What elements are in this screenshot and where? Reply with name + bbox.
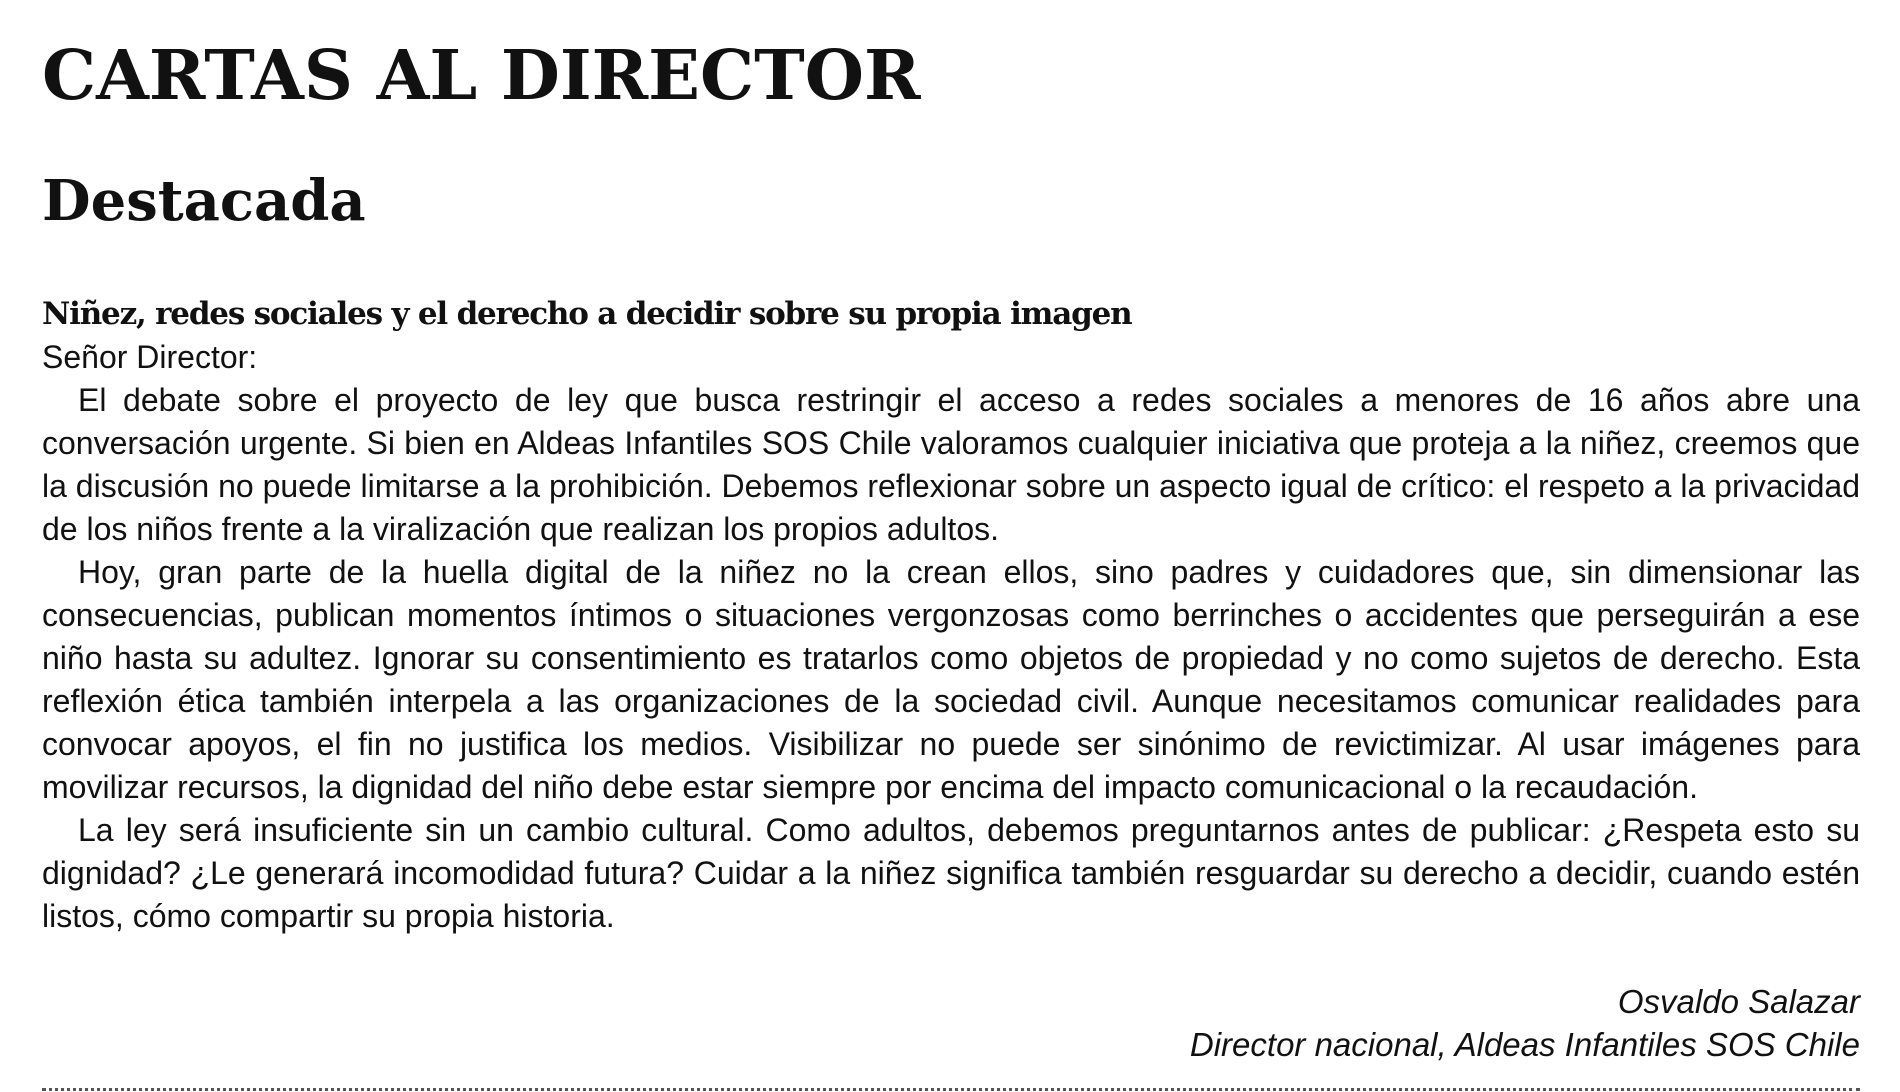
bottom-divider — [42, 1088, 1860, 1091]
signature-name: Osvaldo Salazar — [1617, 983, 1860, 1020]
letter-salutation: Señor Director: — [42, 339, 258, 375]
letter-paragraph-1: El debate sobre el proyecto de ley que busca restringir el acceso a redes sociales a menores de 16 años abre una conversación urgente. Si bien en Aldeas Infantiles SOS Chile valoramos cualquier iniciativa que proteja a la niñez, creemos que la discusión no puede limitarse a la prohibición. Debemos reflexionar sobre un aspecto igual de crítico: el respeto a la privacidad de los niños frente a la viralización que realizan los propios adultos. — [42, 382, 1860, 547]
letter-article — [42, 292, 1860, 938]
letter-paragraph-2: Hoy, gran parte de la huella digital de la niñez no la crean ellos, sino padres y cuidadores que, sin dimensionar las consecuencias, publican momentos íntimos o situaciones vergonzosas como berrinches o accidentes que perseguirán a ese niño hasta su adultez. Ignorar su consentimiento es tratarlos como objetos de propiedad y no como sujetos de derecho. Esta reflexión ética también interpela a las organizaciones de la sociedad civil. Aunque necesitamos comunicar realidades para convocar apoyos, el fin no justifica los medios. Visibilizar no puede ser sinónimo de revictimizar. Al usar imágenes para movilizar recursos, la dignidad del niño debe estar siempre por encima del impacto comunicacional o la recaudación. — [42, 554, 1860, 805]
subsection-title: Destacada — [42, 168, 366, 234]
section-title: CARTAS AL DIRECTOR — [42, 36, 921, 116]
letter-signature — [1190, 980, 1860, 1066]
letter-paragraph-3: La ley será insuficiente sin un cambio cultural. Como adultos, debemos preguntarnos antes de publicar: ¿Respeta esto su dignidad? ¿Le generará incomodidad futura? Cuidar a la niñez significa también resguardar su derecho a decidir, cuando estén listos, cómo compartir su propia historia. — [42, 812, 1860, 934]
signature-role: Director nacional, Aldeas Infantiles SOS Chile — [1189, 1026, 1860, 1063]
newspaper-page — [42, 0, 1860, 1092]
letter-title: Niñez, redes sociales y el derecho a decidir sobre su propia imagen — [42, 296, 1132, 332]
